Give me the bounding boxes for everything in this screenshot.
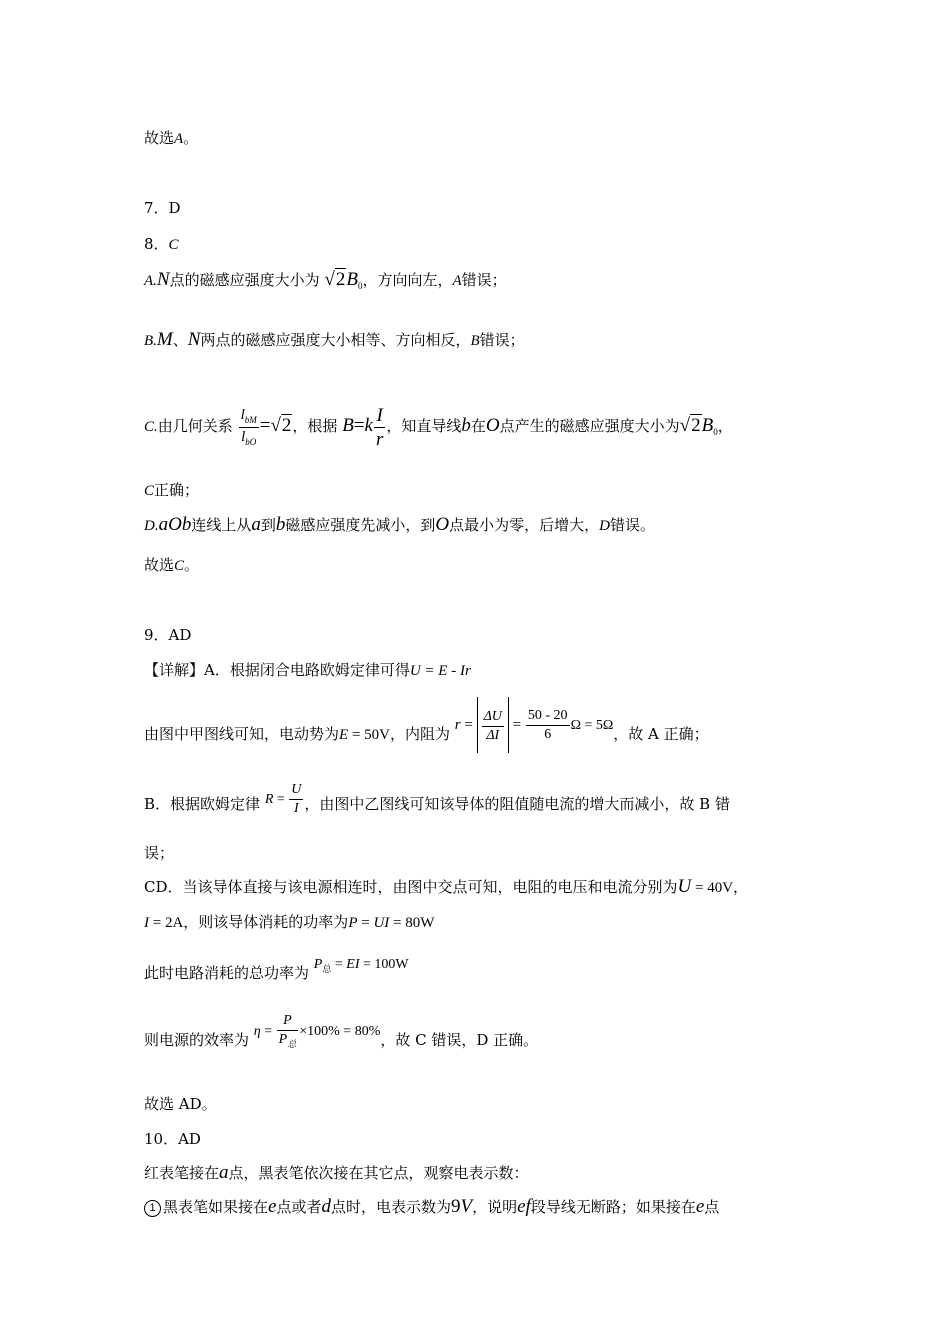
text: 此时电路消耗的总功率为 [144,964,310,982]
point-e: e [695,1196,705,1217]
sqrt-2-b0: $√2B_0$ [679,415,718,437]
text: 点的磁感应强度大小为 [169,271,320,289]
question-10-answer: 10．AD [144,1130,201,1148]
option-label: A. [144,273,157,289]
text: ，根据 [292,417,338,435]
text: CD．当该导体直接与该电源相连时，由图中交点可知，电阻的电压和电流分别为 [144,878,678,896]
text: ，方向向左， [362,271,453,289]
text: 由图中甲图线可知，电动势为 [144,725,340,743]
text: B．根据欧姆定律 [144,795,261,813]
question-7-answer: 7．D [144,199,181,217]
text: 、 [172,331,188,349]
symbol-ui: UI [373,915,390,931]
text: 。 [183,129,199,147]
text: 。 [184,556,200,574]
text: 【详解】A．根据闭合电路欧姆定律可得 [144,661,410,679]
symbol-u: U [677,876,692,897]
option-c-verdict [144,480,199,501]
q9-detail-a [144,660,471,681]
text: 磁感应强度先减小，到 [285,516,436,534]
option-letter: C [144,483,155,499]
text: 正确； [154,481,200,499]
q9-total-power [144,948,409,988]
segment-ef: ef [517,1196,531,1217]
line-select-c [144,555,199,576]
formula-r-u-i: R = $\frac{U}{I}$ [264,781,302,816]
point-o: O [485,415,500,436]
option-letter: A [452,273,462,289]
constant-k: k [364,415,373,436]
text: ，则该导体消耗的功率为 [183,913,349,931]
fraction-30-6: $\frac{50 - 20}{6}$ [527,707,568,742]
text: 段导线无断路；如果接在 [530,1198,696,1216]
text: 由几何关系 [157,417,233,435]
sqrt-2-b0: $√2B_0$ [324,269,363,291]
question-8-answer [144,234,179,255]
text: 点产生的磁感应强度大小为 [499,417,680,435]
reading-9: 9 [450,1196,461,1217]
text: ，由图中乙图线可知该导体的阻值随电流的增大而减小，故 B 错 [304,795,730,813]
q9-power [144,912,434,933]
q10-step-1 [144,1197,719,1217]
abs-du-di: $\frac{\Delta U}{\Delta I}$ [477,697,509,753]
q9-option-b [144,778,730,824]
question-number: 8． [144,235,169,253]
option-label: D. [144,518,159,534]
q10-intro [144,1163,529,1183]
text: ， [733,878,749,896]
point-b: b [275,514,286,535]
q9-efficiency [144,1002,538,1068]
wire-b: b [461,415,471,436]
text: 故选 [144,129,175,147]
point-n: N [187,329,201,350]
point-e: e [268,1196,277,1217]
text: 则电源的效率为 [144,1031,250,1049]
circled-number-1: 1 [144,1200,161,1217]
point-n: N [156,269,170,290]
ratio-lbm-lbo: $\frac{l_{bM}}{l_{bO}}$ [240,406,257,447]
text: ， [717,417,733,435]
text: ，故 C 错误，D 正确。 [380,1031,539,1049]
unit-v: V [460,1196,473,1217]
option-b-analysis [144,330,525,351]
text: 错误。 [609,516,655,534]
text: 连线上从 [191,516,252,534]
formula-efficiency: η = $\frac{P}{P_总}$ ×100% = 80% [253,1012,381,1049]
line-select-ad: 故选 AD。 [144,1095,217,1113]
text: 故选 [144,556,175,574]
answer-letter: C [174,558,185,574]
option-letter: D [599,518,610,534]
line-select-a [144,128,198,149]
q9-option-b-cont: 误； [144,844,175,862]
sqrt-2: √2 [270,415,292,436]
option-c-analysis [144,404,733,454]
voltage-value: = 40V [691,880,734,896]
equals: = [353,415,365,436]
option-letter: B [470,333,480,349]
formula-u-e-ir: U = E - Ir [409,663,471,679]
point-o: O [435,514,450,535]
text: ，知直导线 [386,417,462,435]
equals: = [259,415,271,436]
text: 错误； [479,331,525,349]
symbol-e: E [339,727,349,743]
equals: = [357,915,374,931]
text: 在 [470,417,486,435]
symbol-p: P [348,915,358,931]
point-d: d [321,1196,331,1217]
text: ，说明 [472,1198,518,1216]
text: 到 [260,516,276,534]
text: 黑表笔如果接在 [163,1198,269,1216]
text: 点最小为零，后增大， [449,516,600,534]
text: ，内阻为 [389,725,450,743]
power-value: = 80W [389,915,435,931]
formula-r: r = $\frac{\Delta U}{\Delta I}$ = $\frac{50 - 20}{6}$ Ω = 5Ω [455,696,614,754]
current-value: = 2A [149,915,184,931]
option-label: B. [144,333,157,349]
answer-letter: C [168,237,179,253]
text: 点或者 [276,1198,322,1216]
option-d-analysis [144,515,655,536]
formula-p-total: $P_总$ = EI = 100W [313,957,409,975]
point-m: M [156,329,173,350]
q9-option-cd [144,877,748,898]
text: 点时，电表示数为 [330,1198,451,1216]
text: 点，黑表笔依次接在其它点，观察电表示数： [228,1164,529,1182]
text: 两点的磁感应强度大小相等、方向相反， [200,331,471,349]
question-9-answer: 9．AD [144,626,192,644]
q9-emf-resistance [144,696,709,763]
fraction-i-r: $\frac{I}{r}$ [375,404,384,450]
text: ，故 A 正确； [613,725,709,743]
option-label: C. [144,419,158,435]
emf-value: = 50V [348,727,390,743]
answer-letter: A [174,131,184,147]
symbol-i: I [144,915,149,931]
text: 错误； [461,271,507,289]
point-a: a [219,1162,229,1183]
line-aob: aOb [158,514,192,535]
text: 红表笔接在 [144,1164,220,1182]
option-a-analysis [144,270,507,296]
text: 点 [704,1198,720,1216]
point-a: a [251,514,261,535]
formula-b: B [342,415,354,436]
